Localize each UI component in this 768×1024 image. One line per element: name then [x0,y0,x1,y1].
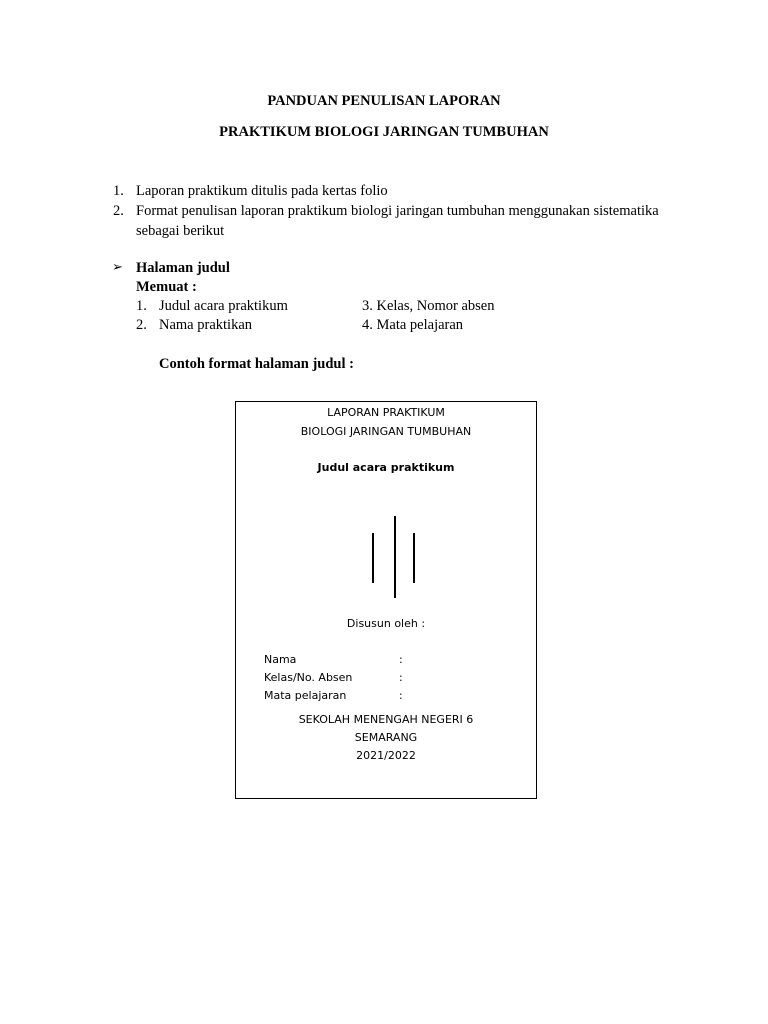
example-label: Contoh format halaman judul : [159,356,354,372]
rule-text: Format penulisan laporan praktikum biologi jaringan tumbuhan menggunakan sistematika [136,203,659,219]
rule-text-continued: sebagai berikut [136,223,225,239]
field-separator: : [399,653,403,666]
page-title: PANDUAN PENULISAN LAPORAN [267,93,501,109]
example-title-page [235,401,537,799]
example-year: 2021/2022 [356,749,416,762]
item-text-right: 4. Mata pelajaran [362,317,464,333]
example-disusun: Disusun oleh : [346,617,426,630]
item-text: Judul acara praktikum [159,298,288,314]
example-judul: Judul acara praktikum [317,461,455,474]
item-text-right: 3. Kelas, Nomor absen [362,298,495,314]
arrow-bullet-icon: ➢ [112,260,123,275]
section-memuat: Memuat : [136,279,197,295]
field-separator: : [399,671,403,684]
field-label: Mata pelajaran [264,689,347,702]
item-number: 2. [136,317,147,333]
page-subtitle: PRAKTIKUM BIOLOGI JARINGAN TUMBUHAN [219,124,549,140]
section-heading: Halaman judul [136,260,230,276]
example-city: SEMARANG [354,731,418,744]
item-text: Nama praktikan [159,317,253,333]
field-label: Kelas/No. Absen [264,671,353,684]
item-number: 1. [136,298,147,314]
example-school: SEKOLAH MENENGAH NEGERI 6 [298,713,474,726]
example-line2: BIOLOGI JARINGAN TUMBUHAN [300,425,472,438]
rule-number: 1. [113,183,124,199]
field-label: Nama [264,653,297,666]
field-separator: : [399,689,403,702]
rule-number: 2. [113,203,124,219]
rule-text: Laporan praktikum ditulis pada kertas folio [136,183,388,199]
example-line1: LAPORAN PRAKTIKUM [327,406,445,419]
